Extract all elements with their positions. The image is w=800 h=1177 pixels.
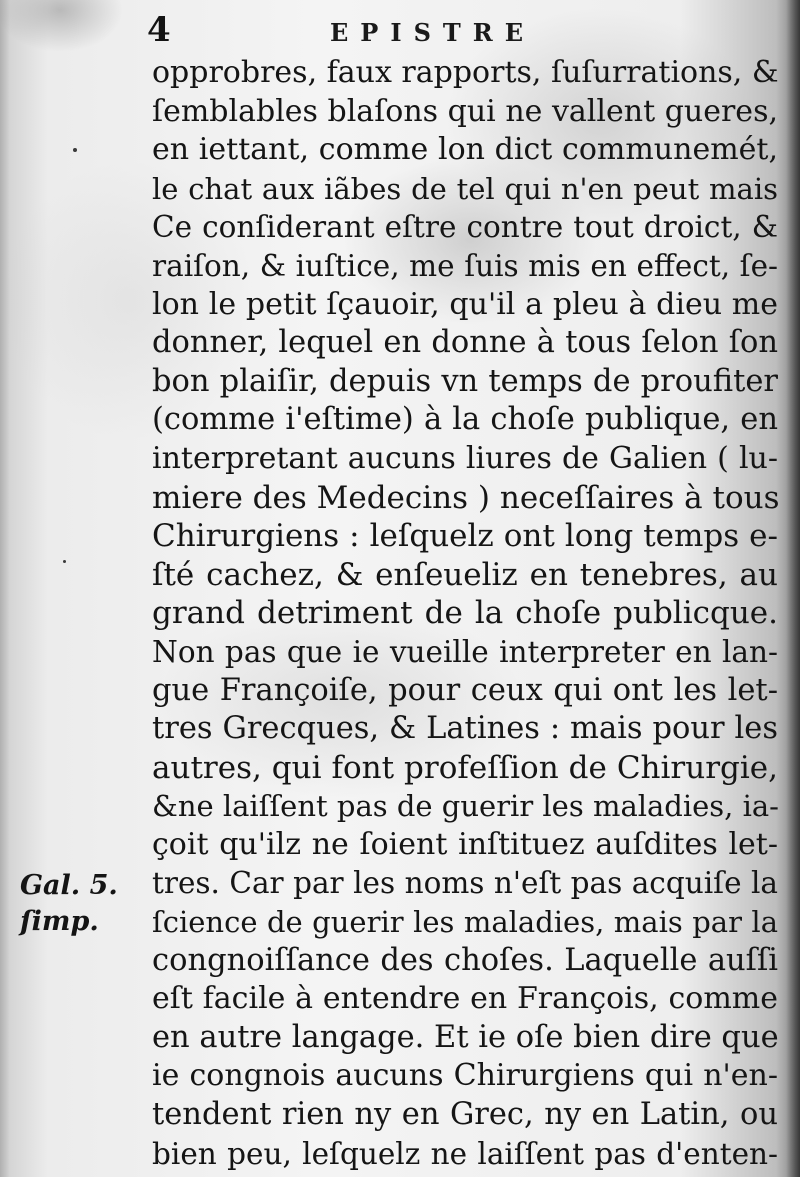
text-line: tres Grecques, & Latines : mais pour les xyxy=(152,711,778,747)
page-edge-shadow xyxy=(786,0,800,1177)
text-line: le chat aux iãbes de tel qui n'en peut mais xyxy=(152,171,778,206)
text-line: tres. Car par les noms n'eſt pas acquiſe la xyxy=(152,866,778,901)
text-line: raiſon, & iuſtice, me ſuis mis en effect, ſe- xyxy=(152,248,778,283)
text-line: tendent rien ny en Grec, ny en Latin, ou xyxy=(152,1097,778,1133)
text-line: gue Françoiſe, pour ceux qui ont les let- xyxy=(152,672,778,708)
ink-speck xyxy=(63,560,66,563)
text-line: donner, lequel en donne à tous ſelon ſon xyxy=(152,325,778,361)
text-line: &ne laiſſent pas de guerir les maladies, ia- xyxy=(152,789,779,824)
page-number: 4 xyxy=(147,10,171,50)
margin-note-line: ſimp. xyxy=(20,906,99,937)
text-line: bien peu, leſquelz ne laiſſent pas d'enten- xyxy=(152,1136,778,1171)
text-line: ſté cachez, & enſeueliz en tenebres, au xyxy=(152,556,778,593)
text-line: eſt facile à entendre en François, comme xyxy=(152,981,778,1017)
text-line: en iettant, comme lon dict communemét, xyxy=(152,132,778,168)
text-line: ie congnois aucuns Chirurgiens qui n'en- xyxy=(152,1058,778,1094)
page-gutter-shadow xyxy=(0,0,10,1177)
margin-note-line: Gal. 5. xyxy=(20,870,118,901)
text-line: Chirurgiens : leſquelz ont long temps e- xyxy=(152,518,778,555)
text-line: miere des Medecins ) neceſſaires à tous xyxy=(152,479,780,516)
text-line: congnoiſſance des choſes. Laquelle auſſi xyxy=(152,942,778,978)
running-head: EPISTRE xyxy=(330,18,535,47)
body-text xyxy=(152,54,778,1173)
text-line: lon le petit ſçauoir, qu'il a pleu à dieu me xyxy=(152,286,778,322)
text-line: (comme i'eſtime) à la choſe publique, en xyxy=(152,402,778,438)
text-line: ſemblables blaſons qui ne vallent gueres, xyxy=(152,93,778,129)
text-line: çoit qu'ilz ne ſoient inſtituez auſdites let- xyxy=(152,826,778,862)
text-line: Non pas que ie vueille interpreter en lan- xyxy=(152,634,778,669)
text-line: ſcience de guerir les maladies, mais par la xyxy=(152,905,778,940)
text-line: en autre langage. Et ie oſe bien dire que xyxy=(152,1019,779,1055)
ink-speck xyxy=(73,148,77,152)
text-line: bon plaiſir, depuis vn temps de proufiter xyxy=(152,363,778,399)
text-line: Ce conſiderant eſtre contre tout droict, & xyxy=(152,210,778,245)
text-line: autres, qui font profeſſion de Chirurgie, xyxy=(152,749,778,786)
text-line: interpretant aucuns liures de Galien ( lu- xyxy=(152,440,778,476)
text-line: opprobres, faux rapports, ſuſurrations, & xyxy=(152,55,779,90)
margin-note xyxy=(20,868,135,940)
text-line: grand detriment de la choſe publicque. xyxy=(152,595,778,632)
